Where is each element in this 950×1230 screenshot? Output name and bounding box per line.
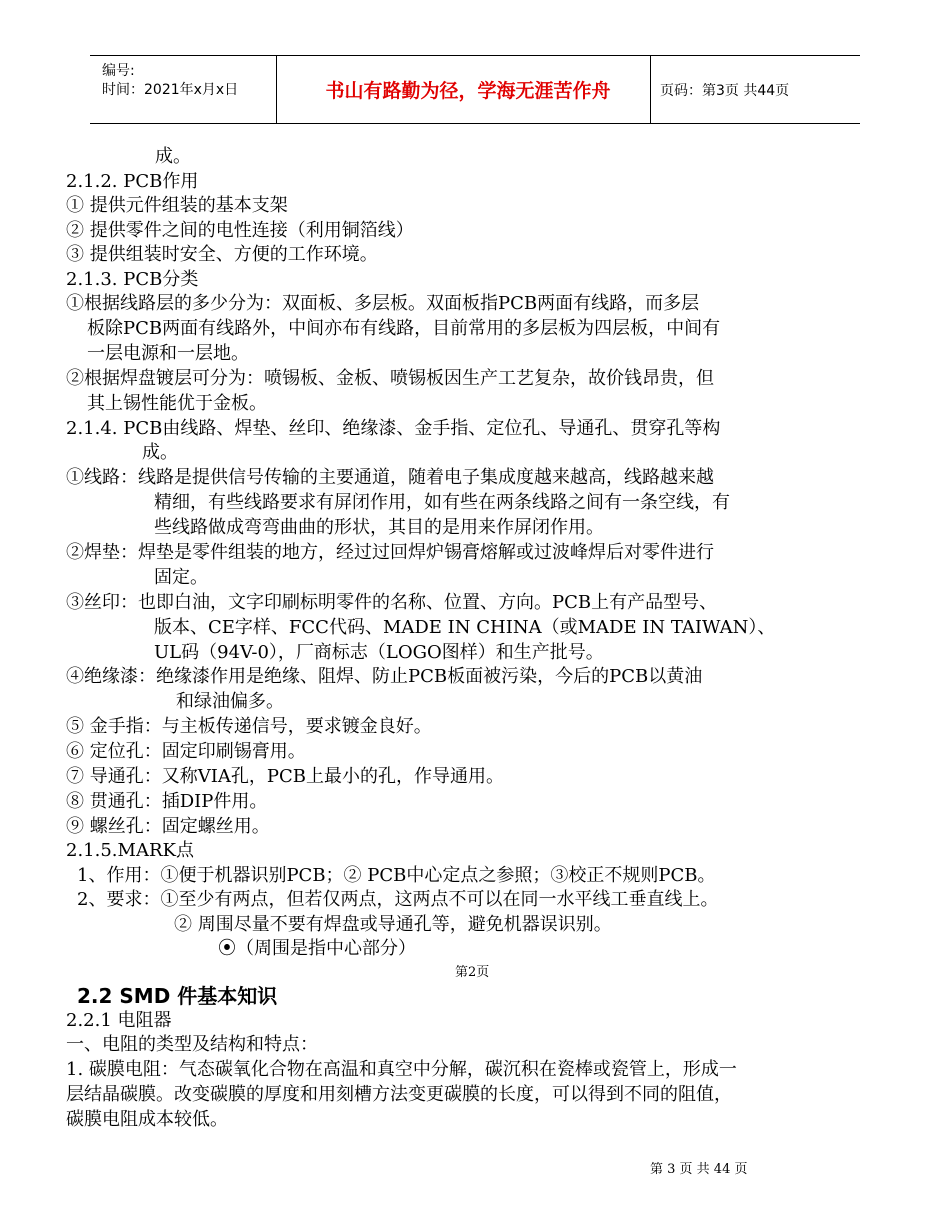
subsection-heading: 2.1.4. PCB由线路、焊垫、丝印、绝缘漆、金手指、定位孔、导通孔、贯穿孔等构 bbox=[66, 418, 721, 439]
text-line: 层结晶碳膜。改变碳膜的厚度和用刻槽方法变更碳膜的长度，可以得到不同的阻值， bbox=[66, 1084, 732, 1105]
text-line: ⦿（周围是指中心部分） bbox=[218, 938, 416, 959]
text-line: ③丝印：也即白油，文字印刷标明零件的名称、位置、方向。PCB上有产品型号、 bbox=[66, 592, 718, 613]
document-time: 时间：2021年x月x日 bbox=[102, 82, 239, 98]
subsection-heading: 2.1.3. PCB分类 bbox=[66, 269, 199, 290]
text-line: ② 提供零件之间的电性连接（利用铜箔线） bbox=[66, 220, 414, 241]
text-line: ② 周围尽量不要有焊盘或导通孔等，避免机器误识别。 bbox=[174, 914, 612, 935]
text-line: 1. 碳膜电阻：气态碳氧化合物在高温和真空中分解，碳沉积在瓷棒或瓷管上，形成一 bbox=[66, 1059, 737, 1080]
header-page-info: 页码：第3页 共44页 bbox=[660, 82, 790, 99]
text-line: 一层电源和一层地。 bbox=[87, 343, 249, 364]
subsection-heading: 2.2.1 电阻器 bbox=[66, 1010, 172, 1031]
text-line: ②根据焊盘镀层可分为：喷锡板、金板、喷锡板因生产工艺复杂，故价钱昂贵，但 bbox=[66, 368, 714, 389]
subsection-heading: 2.1.2. PCB作用 bbox=[66, 171, 199, 192]
text-line: 2、要求：①至少有两点，但若仅两点，这两点不可以在同一水平线工垂直线上。 bbox=[77, 889, 719, 910]
text-line: UL码（94V-0），厂商标志（LOGO图样）和生产批号。 bbox=[154, 642, 604, 663]
text-line: 成。 bbox=[155, 146, 191, 167]
inner-page-number: 第2页 bbox=[455, 965, 490, 980]
footer-page-number: 第 3 页 共 44 页 bbox=[650, 1162, 748, 1177]
text-line: 其上锡性能优于金板。 bbox=[87, 393, 267, 414]
subsection-heading: 2.1.5.MARK点 bbox=[66, 840, 194, 861]
text-line: 版本、CE字样、FCC代码、MADE IN CHINA（或MADE IN TAIWAN）、 bbox=[154, 617, 776, 638]
header-divider bbox=[650, 56, 651, 123]
text-line: ⑥ 定位孔：固定印刷锡膏用。 bbox=[66, 741, 306, 762]
document-number-label: 编号: bbox=[102, 63, 135, 79]
text-line: ③ 提供组装时安全、方便的工作环境。 bbox=[66, 244, 378, 265]
header-divider bbox=[276, 56, 277, 123]
text-line: ④绝缘漆：绝缘漆作用是绝缘、阻焊、防止PCB板面被污染，今后的PCB以黄油 bbox=[66, 666, 703, 687]
text-line: ⑤ 金手指：与主板传递信号，要求镀金良好。 bbox=[66, 716, 432, 737]
text-line: 成。 bbox=[142, 442, 178, 463]
text-line: 1、作用：①便于机器识别PCB；② PCB中心定点之参照；③校正不规则PCB。 bbox=[77, 865, 716, 886]
text-line: 些线路做成弯弯曲曲的形状，其目的是用来作屏闭作用。 bbox=[154, 517, 604, 538]
text-line: ⑧ 贯通孔：插DIP件用。 bbox=[66, 791, 268, 812]
page-header bbox=[90, 55, 860, 124]
text-line: 精细，有些线路要求有屏闭作用，如有些在两条线路之间有一条空线，有 bbox=[154, 492, 730, 513]
text-line: 碳膜电阻成本较低。 bbox=[66, 1109, 228, 1130]
header-info bbox=[102, 62, 238, 100]
text-line: ① 提供元件组装的基本支架 bbox=[66, 195, 288, 216]
text-line: ①根据线路层的多少分为：双面板、多层板。双面板指PCB两面有线路，而多层 bbox=[66, 293, 700, 314]
header-motto: 书山有路勤为径，学海无涯苦作舟 bbox=[325, 80, 611, 102]
text-line: ①线路：线路是提供信号传输的主要通道，随着电子集成度越来越高，线路越来越 bbox=[66, 467, 714, 488]
text-line: ②焊垫：焊垫是零件组装的地方，经过过回焊炉锡膏熔解或过波峰焊后对零件进行 bbox=[66, 542, 714, 563]
text-line: 板除PCB两面有线路外，中间亦布有线路，目前常用的多层板为四层板，中间有 bbox=[87, 318, 721, 339]
text-line: 和绿油偏多。 bbox=[176, 691, 284, 712]
text-line: 固定。 bbox=[154, 567, 208, 588]
text-line: ⑨ 螺丝孔：固定螺丝用。 bbox=[66, 816, 270, 837]
text-line: ⑦ 导通孔：又称VIA孔，PCB上最小的孔，作导通用。 bbox=[66, 766, 504, 787]
section-heading: 2.2 SMD 件基本知识 bbox=[77, 984, 278, 1008]
text-line: 一、电阻的类型及结构和特点： bbox=[66, 1034, 318, 1055]
